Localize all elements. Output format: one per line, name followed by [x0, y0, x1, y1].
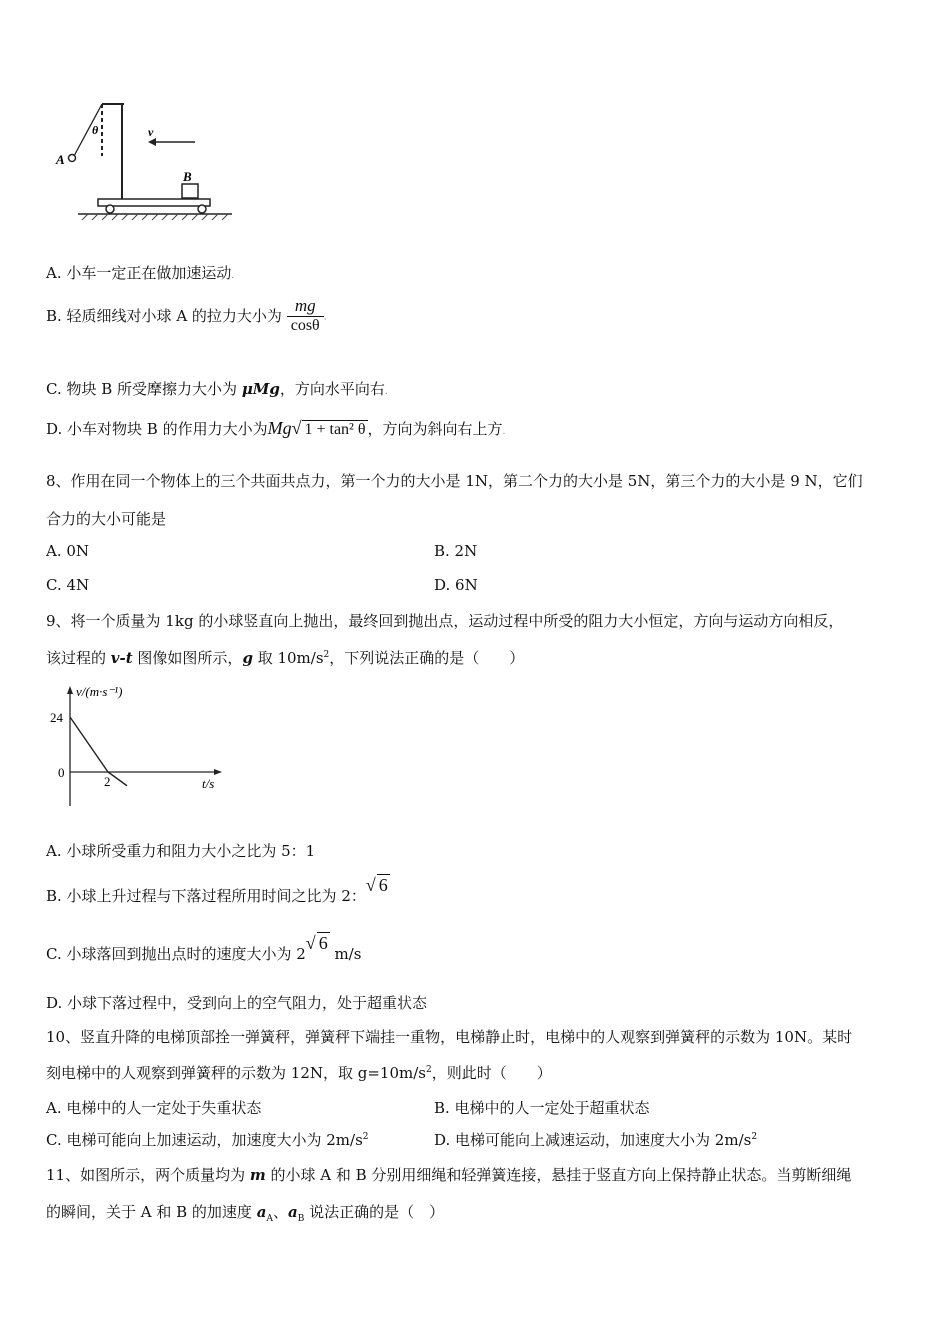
q7-option-c-pre: C. 物块 B 所受摩擦力大小为 — [46, 380, 242, 398]
q11-stem-post: 的小球 A 和 B 分别用细绳和轻弹簧连接，悬挂于竖直方向上保持静止状态。当剪断细绳 — [265, 1166, 852, 1184]
q8-stem-line1: 8、作用在同一个物体上的三个共面共点力，第一个力的大小是 1N，第二个力的大小是 5N，第三个力的大小是 9 N，它们 — [46, 472, 863, 490]
q9-option-a: A. 小球所受重力和阻力大小之比为 5：1 — [46, 842, 316, 860]
q11-stem-line1 — [46, 1164, 851, 1185]
q9-option-c-pre: C. 小球落回到抛出点时的速度大小为 2 — [46, 945, 306, 963]
cart-pendulum-figure — [50, 96, 240, 226]
y-tick-0: 0 — [58, 765, 65, 780]
q11-stem-pre: 11、如图所示，两个质量均为 — [46, 1166, 250, 1184]
ball-a — [69, 155, 76, 162]
q7-option-b: B. 轻质细线对小球 A 的拉力大小为 $\frac{mg}{\cos\theta}$ . — [46, 296, 327, 334]
q11-accel-a-sub: A — [266, 1214, 273, 1224]
label-b: B — [183, 169, 192, 184]
q9-option-b-pre: B. 小球上升过程与下落过程所用时间之比为 2： — [46, 887, 366, 905]
wheel-right — [198, 205, 206, 213]
q10-option-d — [434, 1129, 757, 1150]
q8-stem-line2: 合力的大小可能是 — [46, 510, 167, 528]
q7-option-d-pre: D. 小车对物块 B 的作用力大小为 — [46, 420, 268, 438]
q10-option-c-sup: 2 — [362, 1132, 369, 1142]
q7-option-c: C. 物块 B 所受摩擦力大小为 μMg，方向水平向右. — [46, 380, 388, 398]
vt-chart — [40, 680, 240, 810]
q8-option-d: D. 6N — [434, 576, 478, 594]
q9-option-d: D. 小球下落过程中，受到向上的空气阻力，处于超重状态 — [46, 994, 428, 1012]
q9-stem-line2 — [46, 647, 524, 668]
block-b — [182, 184, 198, 198]
ground-hatch — [82, 214, 228, 220]
q9-stem-vt: v-t — [110, 649, 133, 667]
q9-option-c-unit: m/s — [329, 945, 362, 963]
q7-option-d-root: 1 + tan² θ — [304, 421, 366, 438]
q7-option-d-mg: Mg — [267, 418, 292, 438]
q8-option-c: C. 4N — [46, 576, 90, 594]
q7-option-b-text: B. 轻质细线对小球 A 的拉力大小为 — [46, 307, 282, 325]
q9-stem-text-c: 取 10m/s — [252, 649, 324, 667]
q10-option-a: A. 电梯中的人一定处于失重状态 — [46, 1099, 262, 1117]
q11-accel-b-sub: B — [297, 1214, 305, 1224]
label-theta: θ — [92, 123, 99, 137]
q8-option-a: A. 0N — [46, 542, 90, 560]
q9-stem-text-d: ，下列说法正确的是（ ） — [329, 649, 525, 667]
q7-option-b-fraction — [287, 296, 324, 335]
q7-option-a-text: A. 小车一定正在做加速运动 — [46, 264, 232, 282]
q10-stem-text: 刻电梯中的人观察到弹簧秤的示数为 12N，取 g=10m/s — [46, 1064, 426, 1082]
q10-stem-line1: 10、竖直升降的电梯顶部拴一弹簧秤，弹簧秤下端挂一重物，电梯静止时，电梯中的人观察到弹簧秤的示数为 10N。某时 — [46, 1028, 853, 1046]
y-axis-label: v/(m·s⁻¹) — [76, 684, 123, 699]
q10-option-c-text: C. 电梯可能向上加速运动，加速度大小为 2m/s — [46, 1131, 363, 1149]
label-a: A — [56, 152, 65, 167]
q7-option-a: A. 小车一定正在做加速运动. — [46, 264, 235, 282]
q11-sep: 、 — [272, 1203, 288, 1221]
cart-body — [98, 199, 210, 206]
q9-option-c-root: 6 — [318, 933, 328, 953]
velocity-arrowhead — [148, 138, 156, 146]
q10-stem-sup: 2 — [425, 1065, 432, 1075]
q11-accel-b-var: a — [287, 1203, 298, 1221]
x-axis-arrow — [214, 769, 222, 775]
wheel-left — [106, 205, 114, 213]
q11-stem-m: m — [249, 1166, 266, 1184]
q9-option-c: C. 小球落回到抛出点时的速度大小为 2√ 6 m/s — [46, 933, 362, 963]
q10-option-d-text: D. 电梯可能向上减速运动，加速度大小为 2m/s — [434, 1131, 752, 1149]
q9-stem-g: g — [242, 649, 253, 667]
q10-option-c — [46, 1129, 369, 1150]
q7-option-d: D. 小车对物块 B 的作用力大小为Mg√ 1 + tan² θ ，方向为斜向右上方. — [46, 418, 506, 438]
x-axis-label: t/s — [202, 776, 215, 791]
q10-stem-line2 — [46, 1062, 552, 1083]
q10-option-b: B. 电梯中的人一定处于超重状态 — [434, 1099, 650, 1117]
q9-stem-line1: 9、将一个质量为 1kg 的小球竖直向上抛出，最终回到抛出点，运动过程中所受的阻力大小恒定，方向与运动方向相反， — [46, 612, 844, 630]
q9-stem-text-b: 图像如图所示， — [132, 649, 243, 667]
q11-stem2-pre: 的瞬间，关于 A 和 B 的加速度 — [46, 1203, 257, 1221]
q9-stem-text-a: 该过程的 — [46, 649, 111, 667]
label-v: v — [148, 125, 154, 139]
q10-option-d-sup: 2 — [751, 1132, 758, 1142]
fraction-numerator: mg — [294, 296, 316, 315]
q7-option-c-math: μMg — [241, 380, 280, 398]
q11-stem2-post: 说法正确的是（ ） — [304, 1203, 445, 1221]
vt-series — [70, 717, 127, 786]
q7-option-d-post: ，方向为斜向右上方 — [367, 420, 503, 438]
vt-line — [70, 717, 127, 786]
y-tick-24: 24 — [50, 710, 63, 725]
q10-stem-post: ，则此时（ ） — [431, 1064, 552, 1082]
q8-option-b: B. 2N — [434, 542, 478, 560]
x-tick-2: 2 — [104, 774, 111, 789]
q9-stem-sup: 2 — [323, 650, 330, 660]
q9-option-b-root: 6 — [378, 875, 388, 895]
fraction-denominator: cosθ — [287, 316, 324, 335]
q7-option-c-post: ，方向水平向右 — [279, 380, 385, 398]
q9-option-b: B. 小球上升过程与下落过程所用时间之比为 2：√ 6 — [46, 875, 388, 905]
y-axis-arrow — [67, 686, 73, 694]
q11-accel-a-var: a — [256, 1203, 267, 1221]
q11-stem-line2 — [46, 1201, 444, 1224]
